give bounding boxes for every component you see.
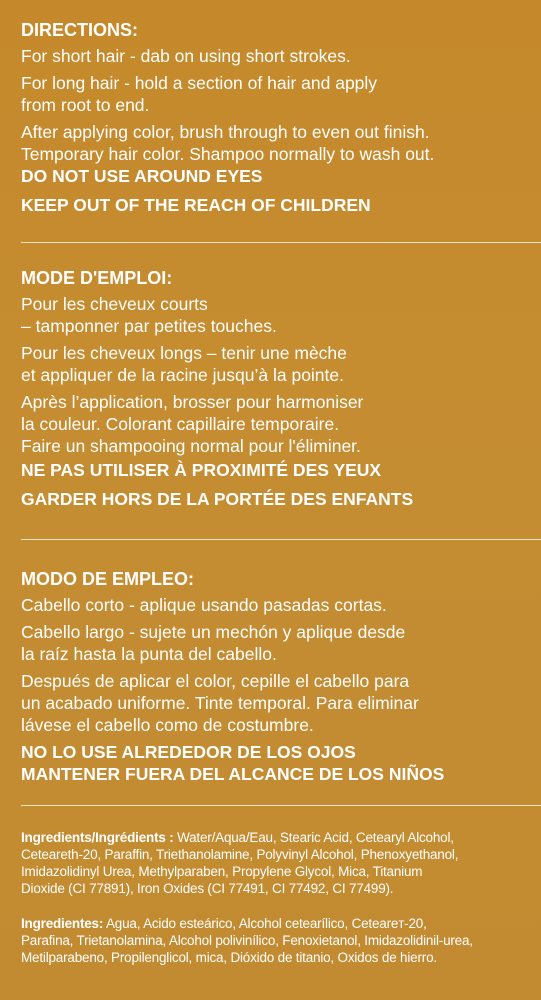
ingredients-en-fr-label: Ingredients/Ingrédients : [21, 830, 174, 845]
directions-en-section [21, 19, 529, 216]
directions-en-short-hair: For short hair - dab on using short strokes. [21, 46, 351, 66]
directions-fr-long-hair: Pour les cheveux longs – tenir une mèche et appliquer de la racine jusqu’à la pointe. [21, 343, 347, 385]
directions-fr-short-hair: Pour les cheveux courts – tamponner par petites touches. [21, 294, 277, 336]
directions-es-heading: MODO DE EMPLEO: [21, 569, 195, 589]
directions-es-short-hair: Cabello corto - aplique usando pasadas cortas. [21, 595, 387, 615]
section-divider [21, 805, 541, 806]
directions-fr-section [21, 267, 529, 510]
section-divider [21, 242, 541, 243]
ingredients-es [21, 915, 529, 966]
directions-en-warning-eyes: DO NOT USE AROUND EYES [21, 166, 263, 186]
directions-es-long-hair: Cabello largo - sujete un mechón y aplique desde la raíz hasta la punta del cabello. [21, 622, 406, 664]
directions-en-after: After applying color, brush through to even out finish. Temporary hair color. Shampoo normally to wash out. [21, 122, 435, 164]
ingredients-en-fr [21, 829, 529, 897]
directions-en-warning-children: KEEP OUT OF THE REACH OF CHILDREN [21, 195, 371, 215]
directions-es-warning-children: MANTENER FUERA DEL ALCANCE DE LOS NIÑOS [21, 764, 445, 784]
directions-en-heading: DIRECTIONS: [21, 20, 138, 40]
directions-fr-heading: MODE D'EMPLOI: [21, 268, 173, 288]
ingredients-en-fr-text: Water/Aqua/Eau, Stearic Acid, Cetearyl Alcohol, Ceteareth-20, Paraffin, Triethanolamine, Polyvinyl Alcohol, Phenoxyethanol, Imidazolidinyl Urea, Methylparaben, Propylene Glycol, Mica, Titanium Dioxide (CI 77891), Iron Oxides (CI 77491, CI 77492, CI 77499). [21, 830, 459, 896]
section-divider [21, 539, 541, 540]
directions-es-after: Después de aplicar el color, cepille el cabello para un acabado uniforme. Tinte temporal. Para eliminar lávese el cabello como de costumbre. [21, 671, 419, 735]
ingredients-es-text: Agua, Acido esteárico, Alcohol cetearílico, Ceteareт-20, Parafina, Trietanolamina, Alcohol polivinílico, Fenoxietanol, Imidazolidinil-urea, Metilparabeno, Propilenglicol, mica, Dióxido de titanio, Oxidos de hierro. [21, 916, 473, 965]
directions-es-section [21, 568, 529, 785]
directions-fr-after: Après l’application, brosser pour harmoniser la couleur. Colorant capillaire temporaire. Faire un shampooing normal pour l'éliminer. [21, 392, 364, 456]
directions-fr-warning-children: GARDER HORS DE LA PORTÉE DES ENFANTS [21, 489, 414, 509]
directions-es-warning-eyes: NO LO USE ALREDEDOR DE LOS OJOS [21, 742, 356, 762]
directions-fr-warning-eyes: NE PAS UTILISER À PROXIMITÉ DES YEUX [21, 460, 382, 480]
ingredients-es-label: Ingredientes: [21, 916, 104, 931]
directions-en-long-hair: For long hair - hold a section of hair and apply from root to end. [21, 73, 378, 115]
